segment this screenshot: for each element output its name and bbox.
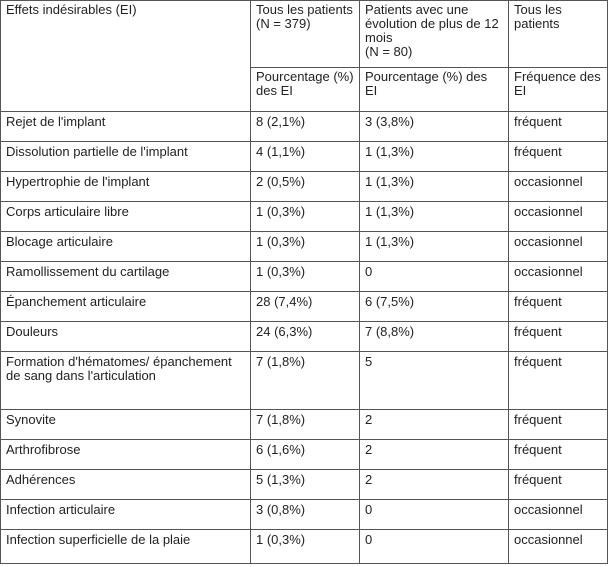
cell-all-patients: 7 (1,8%)	[251, 352, 360, 410]
cell-all-patients: 5 (1,3%)	[251, 470, 360, 500]
table-row	[1, 292, 608, 322]
cell-over-12-months: 5	[360, 352, 509, 410]
cell-effect: Arthrofibrose	[1, 440, 251, 470]
cell-all-patients: 24 (6,3%)	[251, 322, 360, 352]
cell-effect: Épanchement articulaire	[1, 292, 251, 322]
cell-frequency: occasionnel	[509, 500, 608, 530]
cell-effect: Infection articulaire	[1, 500, 251, 530]
table-row	[1, 232, 608, 262]
cell-all-patients: 8 (2,1%)	[251, 112, 360, 142]
table-row	[1, 322, 608, 352]
header-over-12-months-label: Patients avec une évolution de plus de 12 mois (N = 80)	[365, 2, 499, 59]
cell-frequency: fréquent	[509, 470, 608, 500]
cell-over-12-months: 2	[360, 440, 509, 470]
table-row	[1, 112, 608, 142]
cell-all-patients: 1 (0,3%)	[251, 232, 360, 262]
cell-over-12-months: 1 (1,3%)	[360, 142, 509, 172]
cell-all-patients: 1 (0,3%)	[251, 530, 360, 564]
cell-all-patients: 28 (7,4%)	[251, 292, 360, 322]
cell-effect: Synovite	[1, 410, 251, 440]
table-row	[1, 410, 608, 440]
header-row	[1, 1, 608, 68]
cell-effect: Formation d'hématomes/ épanchement de sang dans l'articulation	[1, 352, 251, 410]
subheader-frequency: Fréquence des EI	[509, 68, 608, 112]
cell-all-patients: 6 (1,6%)	[251, 440, 360, 470]
table-body	[1, 1, 608, 564]
cell-effect: Infection superficielle de la plaie	[1, 530, 251, 564]
cell-frequency: fréquent	[509, 112, 608, 142]
cell-frequency: occasionnel	[509, 172, 608, 202]
subheader-percentage-all: Pourcentage (%) des EI	[251, 68, 360, 112]
header-over-12-months	[360, 1, 509, 68]
cell-effect: Blocage articulaire	[1, 232, 251, 262]
cell-over-12-months: 0	[360, 262, 509, 292]
cell-effect: Adhérences	[1, 470, 251, 500]
cell-all-patients: 4 (1,1%)	[251, 142, 360, 172]
table-row	[1, 262, 608, 292]
cell-frequency: fréquent	[509, 322, 608, 352]
table-row	[1, 172, 608, 202]
header-all-patients	[251, 1, 360, 68]
cell-effect: Dissolution partielle de l'implant	[1, 142, 251, 172]
table-row	[1, 142, 608, 172]
header-all-patients-frequency: Tous les patients	[509, 1, 608, 68]
cell-effect: Hypertrophie de l'implant	[1, 172, 251, 202]
cell-over-12-months: 3 (3,8%)	[360, 112, 509, 142]
cell-effect: Ramollissement du cartilage	[1, 262, 251, 292]
cell-over-12-months: 0	[360, 530, 509, 564]
cell-frequency: occasionnel	[509, 202, 608, 232]
table-row	[1, 202, 608, 232]
table-row	[1, 440, 608, 470]
cell-over-12-months: 0	[360, 500, 509, 530]
cell-all-patients: 2 (0,5%)	[251, 172, 360, 202]
cell-frequency: fréquent	[509, 142, 608, 172]
cell-all-patients: 1 (0,3%)	[251, 202, 360, 232]
cell-frequency: fréquent	[509, 410, 608, 440]
cell-over-12-months: 1 (1,3%)	[360, 232, 509, 262]
cell-over-12-months: 7 (8,8%)	[360, 322, 509, 352]
cell-frequency: occasionnel	[509, 530, 608, 564]
cell-effect: Rejet de l'implant	[1, 112, 251, 142]
table-row	[1, 500, 608, 530]
subheader-percentage-over12: Pourcentage (%) des EI	[360, 68, 509, 112]
cell-all-patients: 7 (1,8%)	[251, 410, 360, 440]
cell-effect: Douleurs	[1, 322, 251, 352]
cell-over-12-months: 2	[360, 410, 509, 440]
cell-over-12-months: 1 (1,3%)	[360, 172, 509, 202]
cell-frequency: fréquent	[509, 292, 608, 322]
cell-all-patients: 1 (0,3%)	[251, 262, 360, 292]
table-row	[1, 470, 608, 500]
cell-frequency: occasionnel	[509, 232, 608, 262]
cell-frequency: fréquent	[509, 440, 608, 470]
header-all-patients-label: Tous les patients (N = 379)	[256, 2, 353, 31]
cell-frequency: fréquent	[509, 352, 608, 410]
cell-frequency: occasionnel	[509, 262, 608, 292]
cell-over-12-months: 6 (7,5%)	[360, 292, 509, 322]
header-effects: Effets indésirables (EI)	[1, 1, 251, 112]
cell-effect: Corps articulaire libre	[1, 202, 251, 232]
cell-over-12-months: 1 (1,3%)	[360, 202, 509, 232]
cell-over-12-months: 2	[360, 470, 509, 500]
table-row	[1, 530, 608, 564]
cell-all-patients: 3 (0,8%)	[251, 500, 360, 530]
table-row	[1, 352, 608, 410]
